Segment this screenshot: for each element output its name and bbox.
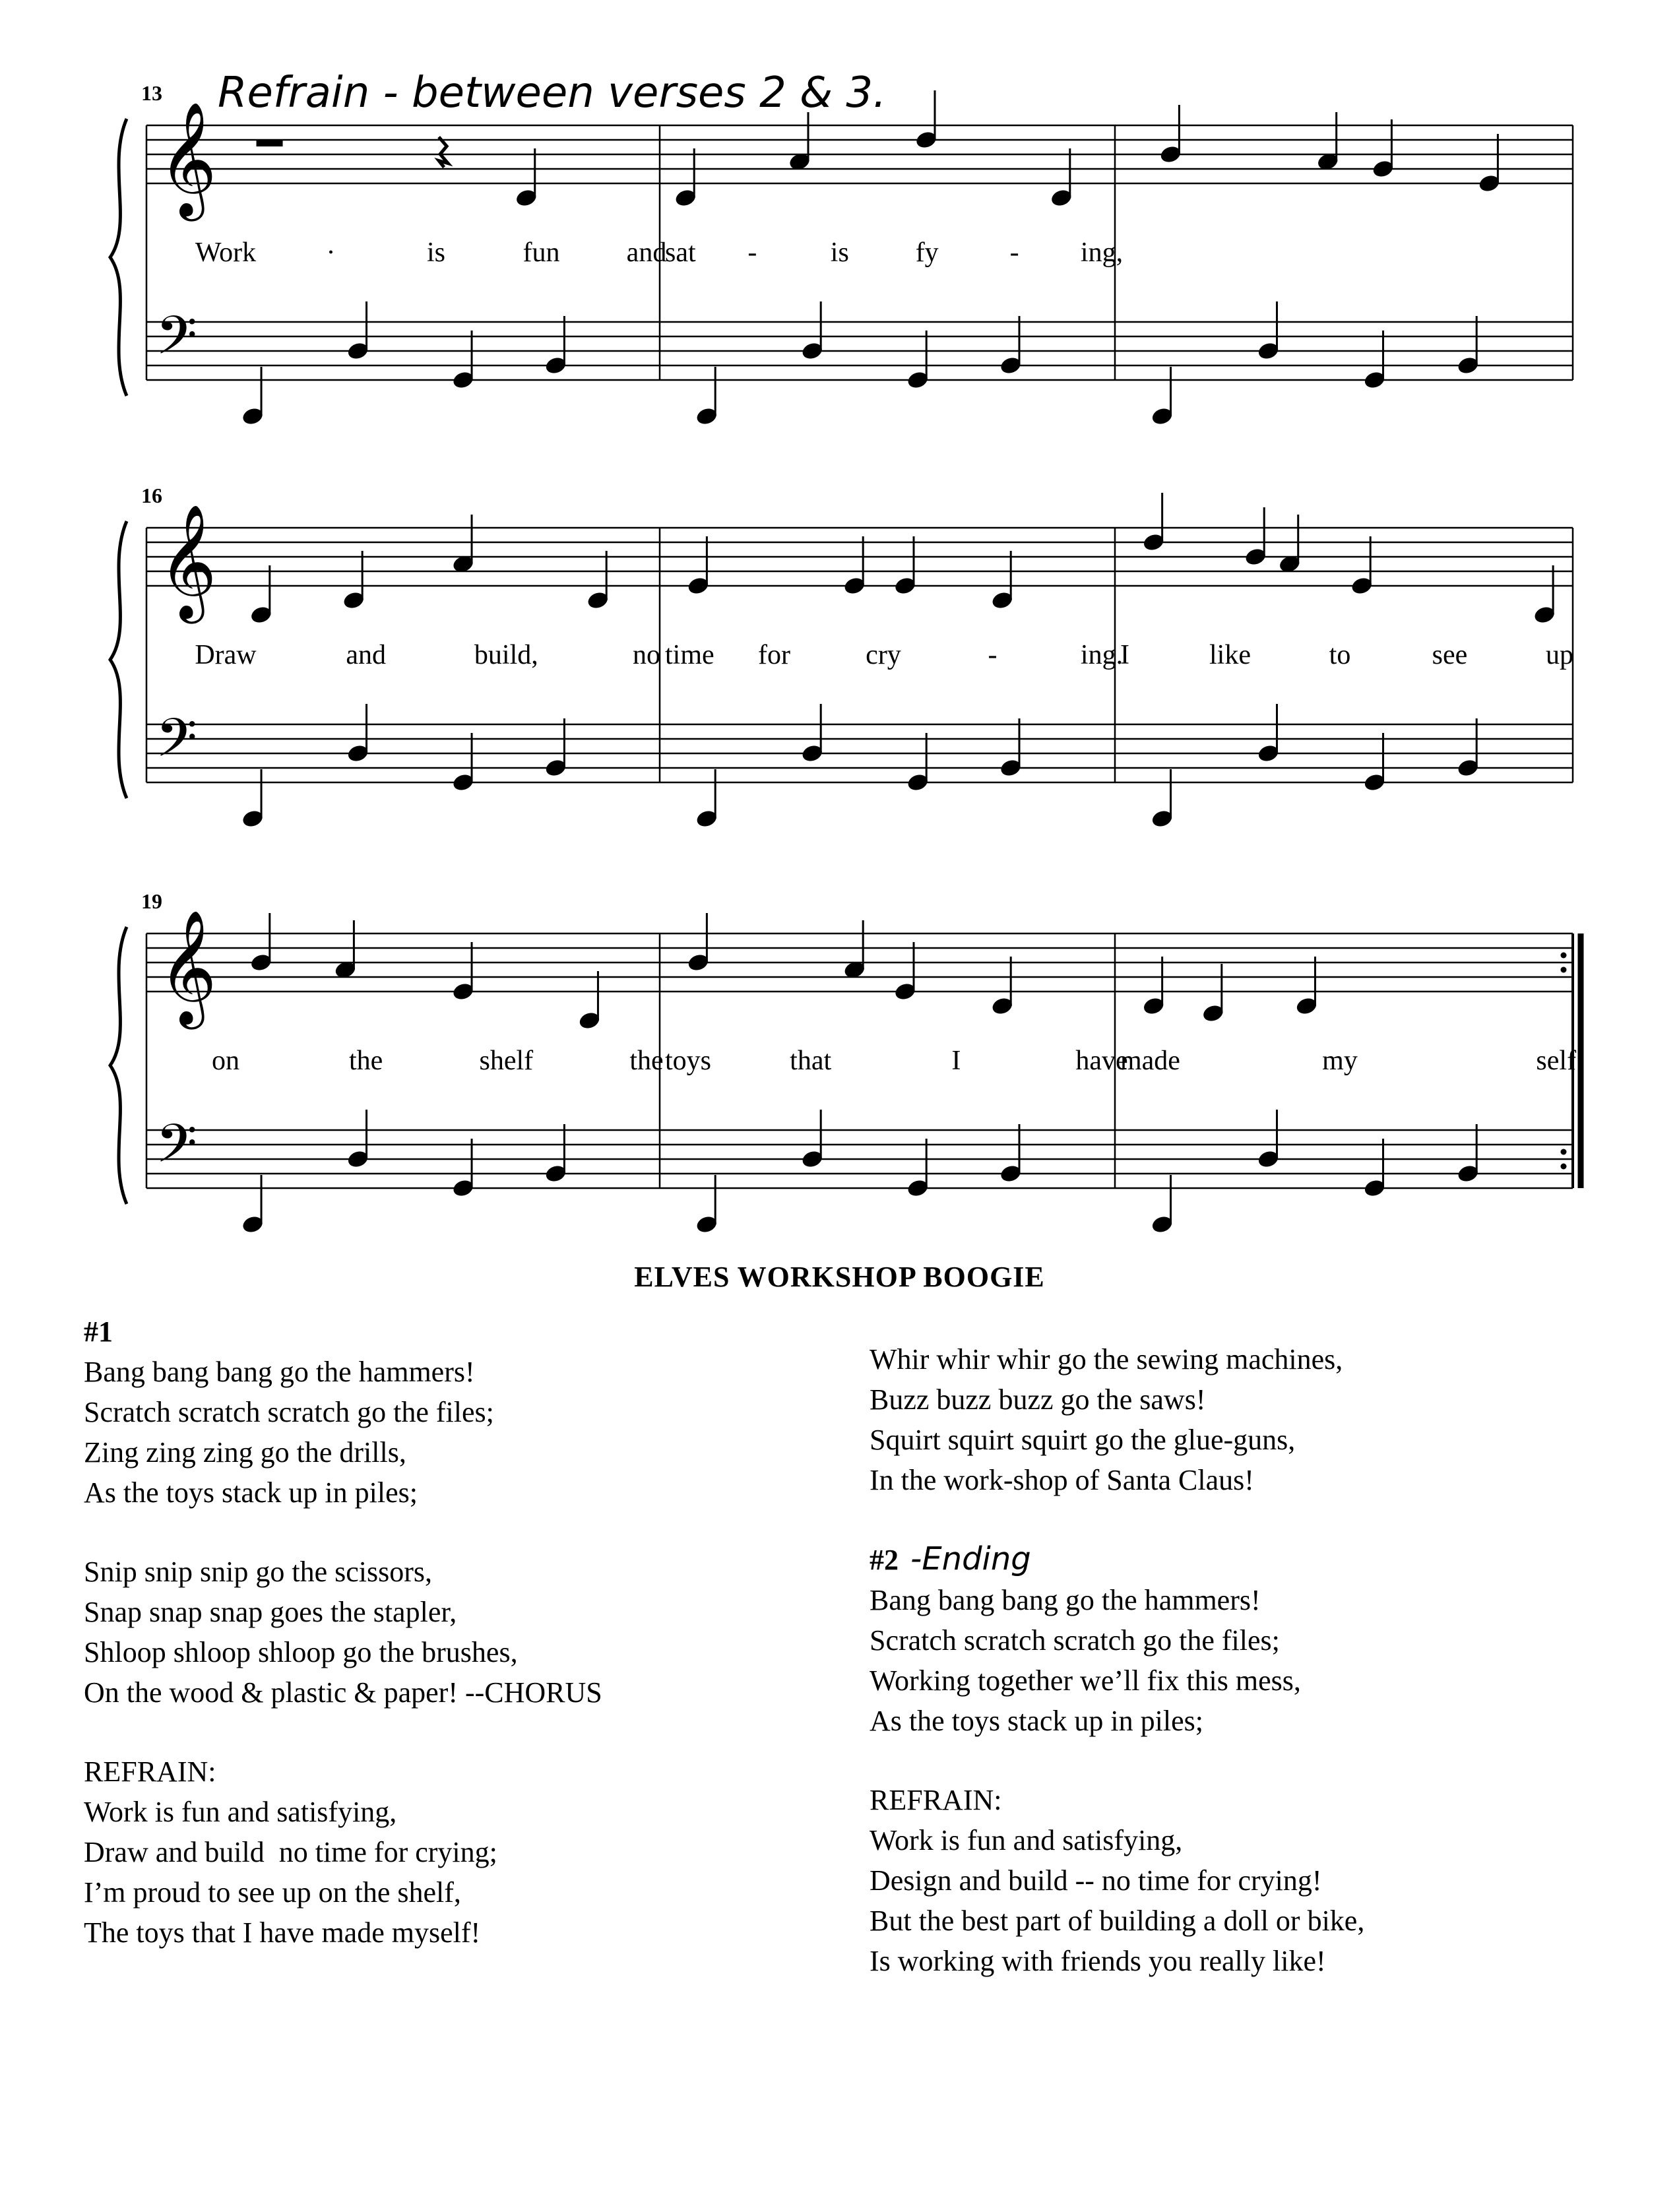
lyric-syllable: that [790,1046,832,1076]
verse-2-header [870,1539,1628,1580]
rest-icon [439,137,448,168]
lyric-line: Scratch scratch scratch go the files; [870,1624,1280,1657]
lyric-line: Work is fun and satisfying, [84,1796,397,1828]
lyric-syllable: fun [523,237,560,268]
lyric-syllable: no [633,640,660,670]
lyric-syllable: I [1120,640,1129,670]
lyric-syllable: the [349,1046,383,1076]
brace [110,119,127,396]
lyric-syllable: shelf [479,1046,534,1076]
lyric-line: Squirt squirt squirt go the glue-guns, [870,1424,1296,1456]
lyric-syllable: is [426,237,446,268]
verse-1-block [84,1311,842,1513]
ending-handwritten-note: -Ending [910,1540,1031,1577]
lyric-syllable: and [346,640,386,670]
lyric-line: Is working with friends you really like! [870,1945,1326,1977]
lyric-syllable: ing. [1080,640,1124,670]
left-column [84,1311,842,1992]
lyric-syllable: the [629,1046,664,1076]
bass-clef-icon: 𝄢 [156,304,198,380]
refrain-note: Refrain - between verses 2 & 3. [218,69,887,117]
treble-clef-icon: 𝄞 [158,102,217,216]
bass-clef-icon: 𝄢 [156,1112,198,1188]
lyric-syllable: self. [1536,1046,1583,1076]
lyric-syllable: sat [665,237,696,268]
music-system [110,81,1573,426]
lyric-syllable: Work [195,237,257,268]
lyric-syllable: time [665,640,714,670]
lyric-syllable: see [1432,640,1468,670]
lyric-line: As the toys stack up in piles; [84,1476,418,1509]
lyric-line: Design and build -- no time for crying! [870,1864,1322,1897]
treble-clef-icon: 𝄞 [158,504,217,619]
right-column [870,1339,1628,2020]
lyric-line: Whir whir whir go the sewing machines, [870,1343,1343,1375]
lyric-line: Snap snap snap goes the stapler, [84,1596,457,1628]
lyric-syllable: build, [474,640,538,670]
verse-1-header: #1 [84,1315,113,1348]
lyric-syllable: I [951,1046,961,1076]
lyric-line: Bang bang bang go the hammers! [870,1584,1261,1616]
repeat-dot [1561,953,1567,959]
verse-1-continued [870,1339,1628,1500]
lyric-line: Working together we’ll fix this mess, [870,1664,1301,1697]
lyric-line: In the work-shop of Santa Claus! [870,1464,1254,1496]
lyric-syllable: made [1120,1046,1180,1076]
brace [110,927,127,1204]
lyric-syllable: and [626,237,667,268]
lyric-line: Bang bang bang go the hammers! [84,1356,475,1388]
lyric-syllable: on [212,1046,239,1076]
lyric-syllable: Draw [195,640,257,670]
lyric-line: But the best part of building a doll or bike, [870,1905,1365,1937]
lyric-syllable: for [758,640,790,670]
verse-2-block [870,1539,1628,1741]
bass-clef-icon: 𝄢 [156,707,198,782]
lyric-syllable: - [1009,237,1019,268]
lyric-line: I’m proud to see up on the shelf, [84,1876,461,1909]
refrain-label: REFRAIN: [870,1784,1002,1816]
measure-number: 19 [141,889,162,913]
verse-2-refrain [870,1780,1628,1981]
lyric-line: The toys that I have made myself! [84,1916,481,1949]
verse-2-number: #2 [870,1544,899,1576]
refrain-label: REFRAIN: [84,1755,216,1788]
lyric-line: Snip snip snip go the scissors, [84,1556,433,1588]
lyric-line: On the wood & plastic & paper! --CHORUS [84,1676,602,1709]
lyric-syllable: - [988,640,998,670]
measure-number: 13 [141,81,162,105]
song-title: ELVES WORKSHOP BOOGIE [634,1261,1045,1293]
lyric-line: Buzz buzz buzz go the saws! [870,1383,1206,1416]
lyric-line: Shloop shloop shloop go the brushes, [84,1636,518,1668]
verse-1-stanza-2 [84,1552,842,1713]
lyric-syllable: ing, [1080,237,1124,268]
lyric-syllable: like [1209,640,1251,670]
lyric-syllable: · [326,237,336,268]
lyric-line: Draw and build no time for crying; [84,1836,497,1868]
lyric-syllable: my [1322,1046,1358,1076]
lyric-syllable: cry [866,640,901,670]
lyric-syllable: is [830,237,849,268]
brace [110,521,127,798]
lyric-syllable: - [747,237,757,268]
lyric-line: As the toys stack up in piles; [870,1705,1203,1737]
lyric-syllable: up [1546,640,1573,670]
music-system [110,889,1583,1234]
lyric-syllable: have [1075,1046,1128,1076]
lyric-syllable: fy [915,237,939,268]
lyric-line: Zing zing zing go the drills, [84,1436,406,1469]
rest-icon [257,140,283,146]
repeat-dot [1561,967,1567,973]
lyric-syllable: to [1329,640,1351,670]
repeat-dot [1561,1149,1567,1155]
lyric-syllable: toys [665,1046,712,1076]
repeat-dot [1561,1164,1567,1170]
verse-1-refrain [84,1752,842,1953]
lyric-line: Work is fun and satisfying, [870,1824,1183,1856]
measure-number: 16 [141,484,162,507]
lyric-line: Scratch scratch scratch go the files; [84,1396,494,1428]
treble-clef-icon: 𝄞 [158,910,217,1025]
music-system [110,484,1573,829]
